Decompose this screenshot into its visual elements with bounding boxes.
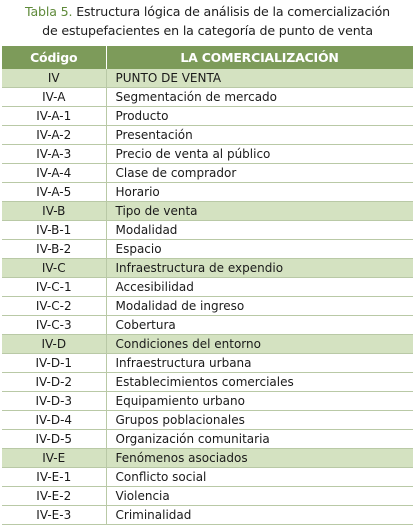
row-name: Organización comunitaria [106,430,413,449]
row-name: Infraestructura urbana [106,354,413,373]
table-body [2,69,413,525]
row-name: Grupos poblacionales [106,411,413,430]
row-code: IV-D-3 [2,392,106,411]
table-row [2,354,413,373]
table-row [2,107,413,126]
row-code: IV-C-3 [2,316,106,335]
table-header-row [2,46,413,69]
row-code: IV [2,69,106,88]
caption-label: Tabla 5. [25,4,73,19]
row-name: Tipo de venta [106,202,413,221]
row-name: Presentación [106,126,413,145]
row-name: Producto [106,107,413,126]
row-code: IV-D-4 [2,411,106,430]
row-code: IV-A-5 [2,183,106,202]
table-row [2,183,413,202]
header-code: Código [2,46,106,69]
table-row [2,164,413,183]
row-name: Modalidad de ingreso [106,297,413,316]
row-name: Conflicto social [106,468,413,487]
table-row [2,373,413,392]
table-row [2,240,413,259]
row-name: Segmentación de mercado [106,88,413,107]
header-commercialization: LA COMERCIALIZACIÓN [106,46,413,69]
table-row [2,468,413,487]
row-code: IV-C-2 [2,297,106,316]
row-code: IV-C [2,259,106,278]
row-code: IV-A [2,88,106,107]
row-code: IV-D-5 [2,430,106,449]
table-group-row [2,259,413,278]
row-code: IV-E [2,449,106,468]
row-name: Equipamiento urbano [106,392,413,411]
table-row [2,430,413,449]
row-name: Cobertura [106,316,413,335]
row-code: IV-C-1 [2,278,106,297]
table-group-row [2,335,413,354]
table-group-row [2,69,413,88]
caption-line-1 [0,2,415,21]
row-code: IV-E-1 [2,468,106,487]
row-name: Violencia [106,487,413,506]
table-row [2,506,413,525]
table-row [2,126,413,145]
row-name: Accesibilidad [106,278,413,297]
row-code: IV-E-3 [2,506,106,525]
row-code: IV-A-4 [2,164,106,183]
row-code: IV-B-1 [2,221,106,240]
row-code: IV-B-2 [2,240,106,259]
row-name: Criminalidad [106,506,413,525]
row-name: PUNTO DE VENTA [106,69,413,88]
table-row [2,278,413,297]
row-name: Fenómenos asociados [106,449,413,468]
table-group-row [2,202,413,221]
row-name: Horario [106,183,413,202]
table-row [2,316,413,335]
row-name: Espacio [106,240,413,259]
caption-title-line-2: de estupefacientes en la categoría de punto de venta [42,23,373,38]
row-code: IV-A-2 [2,126,106,145]
row-code: IV-A-1 [2,107,106,126]
table-row [2,297,413,316]
row-code: IV-D-1 [2,354,106,373]
table-row [2,145,413,164]
row-code: IV-D-2 [2,373,106,392]
row-code: IV-E-2 [2,487,106,506]
row-name: Condiciones del entorno [106,335,413,354]
table-row [2,392,413,411]
row-name: Establecimientos comerciales [106,373,413,392]
caption-title-line-1: Estructura lógica de análisis de la comercialización [76,4,390,19]
structure-table [2,46,414,525]
table-caption [0,2,415,44]
row-name: Infraestructura de expendio [106,259,413,278]
row-name: Clase de comprador [106,164,413,183]
table-row [2,221,413,240]
row-code: IV-A-3 [2,145,106,164]
table-group-row [2,449,413,468]
table-row [2,88,413,107]
row-code: IV-D [2,335,106,354]
row-name: Modalidad [106,221,413,240]
table-row [2,487,413,506]
row-code: IV-B [2,202,106,221]
row-name: Precio de venta al público [106,145,413,164]
table-row [2,411,413,430]
